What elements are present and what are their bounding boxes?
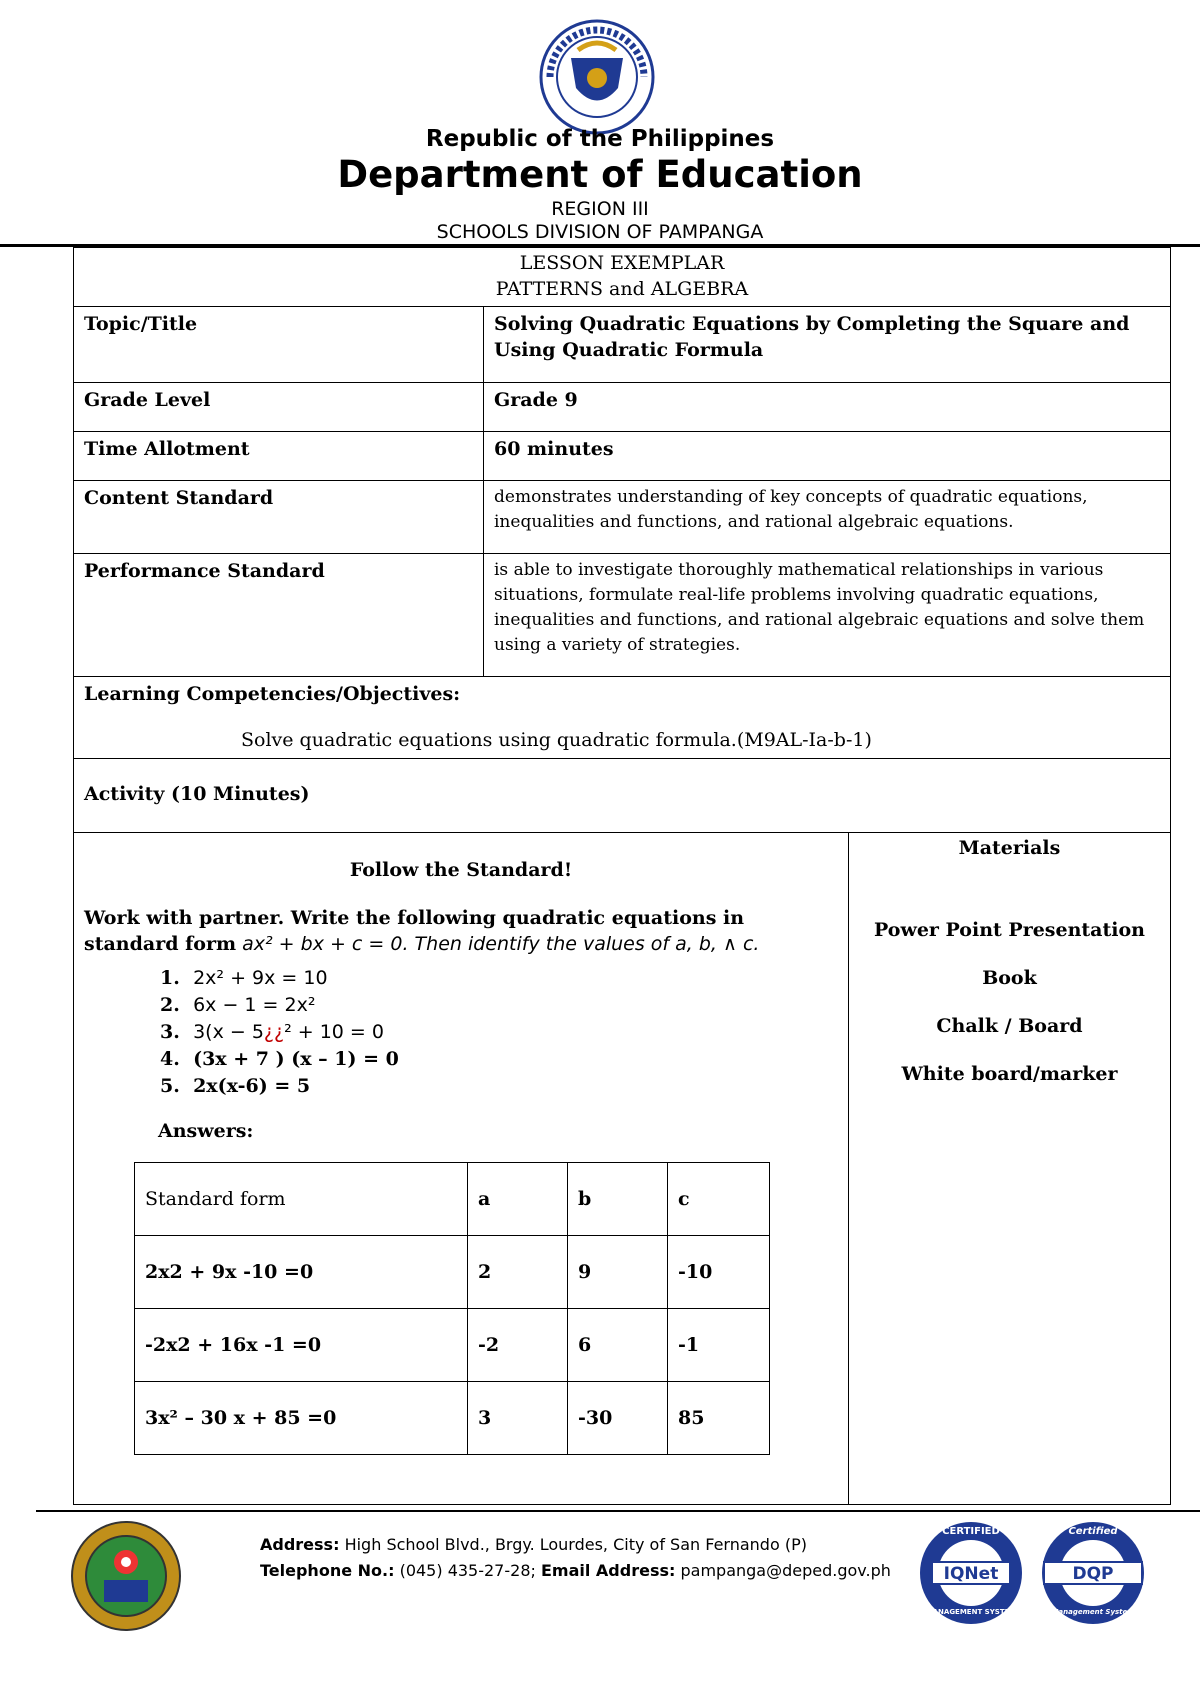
division-text: SCHOOLS DIVISION OF PAMPANGA [436, 221, 764, 243]
table-row [135, 1163, 770, 1236]
answers-label: Answers: [158, 1120, 254, 1142]
activity-label: Activity (10 Minutes) [74, 759, 1171, 833]
answer-cell: 2 [468, 1236, 568, 1309]
list-item: 1. 2x² + 9x = 10 [160, 967, 328, 989]
equation-list [84, 965, 838, 1100]
lesson-subtitle: PATTERNS and ALGEBRA [495, 278, 749, 300]
answer-cell: -2 [468, 1309, 568, 1382]
performance-standard-label: Performance Standard [74, 554, 484, 677]
competency-text: Solve quadratic equations using quadratic formula.(M9AL-Ia-b-1) [241, 729, 872, 751]
answer-cell: 85 [668, 1382, 770, 1455]
equation-1: 2x² + 9x = 10 [193, 967, 328, 989]
dqp-certified-badge [1040, 1520, 1146, 1626]
list-item: 3. 3(x − 5¿¿² + 10 = 0 [160, 1021, 384, 1043]
deped-seal [538, 18, 656, 136]
performance-standard-value: is able to investigate thoroughly mathematical relationships in various situations, formulate real-life problems involving quadratic equations, inequalities and functions, and rational algebraic equations and solve them using a variety of strategies. [484, 554, 1171, 677]
answer-cell: 9 [568, 1236, 668, 1309]
contact-line [260, 1561, 891, 1580]
department-heading: Department of Education [337, 153, 863, 196]
answers-table [134, 1162, 770, 1455]
telephone-text: (045) 435-27-28; [399, 1561, 536, 1580]
answers-header-b: b [568, 1163, 668, 1236]
activity-instruction [84, 905, 838, 957]
answer-cell: 3x² – 30 x + 85 =0 [135, 1382, 468, 1455]
telephone-label: Telephone No.: [260, 1561, 395, 1580]
answer-cell: 2x2 + 9x -10 =0 [135, 1236, 468, 1309]
instruction-text: Work with partner. Write the following quadratic equations in standard form [84, 907, 745, 955]
material-item: White board/marker [901, 1063, 1118, 1085]
materials-heading: Materials [958, 837, 1061, 859]
answer-cell: 3 [468, 1382, 568, 1455]
material-item: Chalk / Board [936, 1015, 1083, 1037]
grade-value: Grade 9 [484, 383, 1171, 432]
activity-cell [74, 833, 849, 1505]
republic-heading: Republic of the Philippines [425, 126, 775, 152]
address-text: High School Blvd., Brgy. Lourdes, City of San Fernando (P) [344, 1535, 807, 1554]
email-text: pampanga@deped.gov.ph [680, 1561, 891, 1580]
equation-2: 6x − 1 = 2x² [193, 994, 316, 1016]
equation-4: (3x + 7 ) (x – 1) = 0 [193, 1048, 399, 1070]
instruction-rest: . Then identify the values of a, b, ∧ c. [402, 933, 760, 955]
answers-header-standard-form: Standard form [135, 1163, 468, 1236]
answers-header-a: a [468, 1163, 568, 1236]
table-row [135, 1309, 770, 1382]
answer-cell: -10 [668, 1236, 770, 1309]
footer-rule [36, 1510, 1200, 1512]
material-item: Book [982, 967, 1037, 989]
lesson-table [73, 247, 1171, 1505]
email-label: Email Address: [540, 1561, 676, 1580]
table-row [135, 1382, 770, 1455]
badge1-bottom-text: MANAGEMENT SYSTEM [925, 1608, 1017, 1616]
badge1-top-text: CERTIFIED [942, 1526, 1000, 1537]
topic-value: Solving Quadratic Equations by Completing the Square and Using Quadratic Formula [484, 307, 1171, 383]
badge2-bottom-text: Management System [1051, 1608, 1135, 1616]
answer-cell: -1 [668, 1309, 770, 1382]
content-standard-value: demonstrates understanding of key concepts of quadratic equations, inequalities and functions, and rational algebraic equations. [484, 481, 1171, 554]
standard-form-formula: ax² + bx + c = 0 [242, 933, 403, 955]
activity-heading: Follow the Standard! [349, 859, 573, 881]
grade-label: Grade Level [74, 383, 484, 432]
badge2-mid-text: DQP [1072, 1564, 1114, 1584]
content-standard-label: Content Standard [74, 481, 484, 554]
answer-cell: -2x2 + 16x -1 =0 [135, 1309, 468, 1382]
materials-cell [849, 833, 1171, 1505]
badge1-mid-text: IQNet [943, 1564, 999, 1584]
answer-cell: 6 [568, 1309, 668, 1382]
badge2-top-text: Certified [1068, 1526, 1118, 1537]
region-text: REGION III [551, 198, 649, 220]
answer-cell: -30 [568, 1382, 668, 1455]
answers-header-c: c [668, 1163, 770, 1236]
division-seal-logo [70, 1520, 182, 1632]
list-item: 2. 6x − 1 = 2x² [160, 994, 316, 1016]
equation-3b: ² + 10 = 0 [284, 1021, 384, 1043]
address-line [260, 1535, 807, 1554]
material-item: Power Point Presentation [874, 919, 1145, 941]
equation-5: 2x(x-6) = 5 [193, 1075, 311, 1097]
table-row [135, 1236, 770, 1309]
list-item: 4. (3x + 7 ) (x – 1) = 0 [160, 1048, 399, 1070]
topic-label: Topic/Title [74, 307, 484, 383]
list-item: 5. 2x(x-6) = 5 [160, 1075, 311, 1097]
time-value: 60 minutes [484, 432, 1171, 481]
competencies-label: Learning Competencies/Objectives: [84, 683, 461, 705]
address-label: Address: [260, 1535, 340, 1554]
iqnet-certified-badge [918, 1520, 1024, 1626]
time-label: Time Allotment [74, 432, 484, 481]
equation-3-error-glyph: ¿¿ [263, 1021, 285, 1043]
equation-3a: 3(x − 5 [193, 1021, 264, 1043]
lesson-title: LESSON EXEMPLAR [519, 252, 725, 274]
